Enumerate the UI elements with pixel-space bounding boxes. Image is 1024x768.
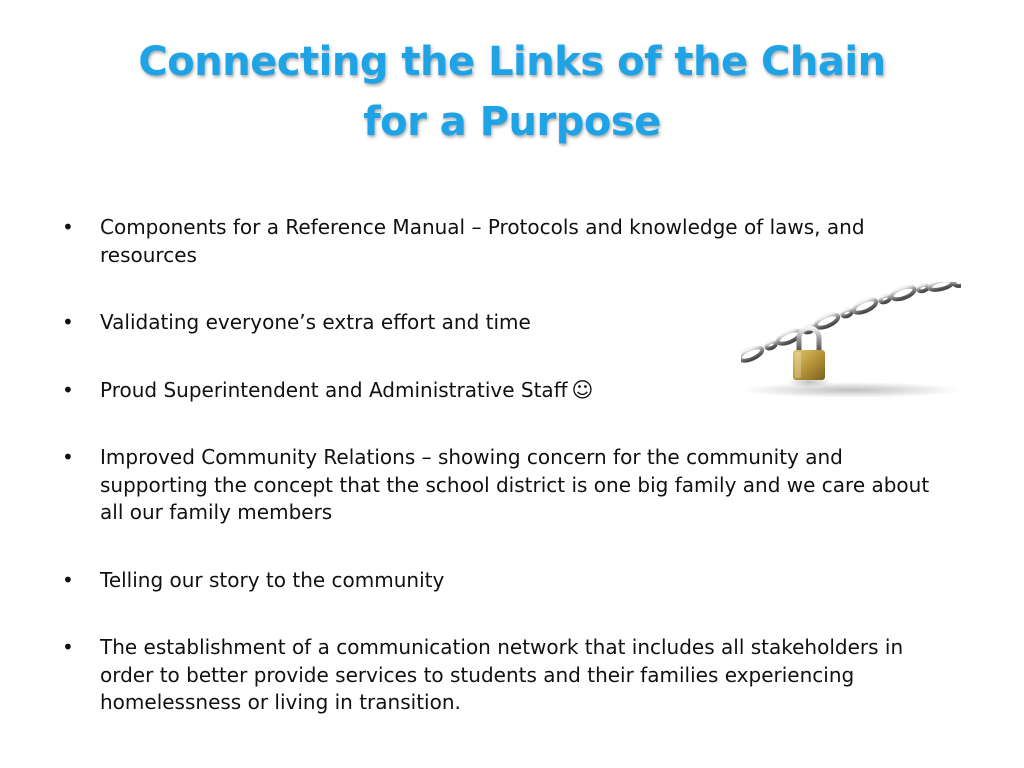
bullet-text: Components for a Reference Manual – Protocols and knowledge of laws, and resources xyxy=(100,215,865,267)
bullet-item-reference-manual xyxy=(60,214,950,269)
bullet-text: The establishment of a communication network that includes all stakeholders in order to better provide services to students and their families experiencing homelessness or living in transition. xyxy=(100,635,904,714)
title-line-1: Connecting the Links of the Chain xyxy=(138,39,886,85)
bullet-item-community-relations xyxy=(60,444,950,527)
bullet-text-wrapper xyxy=(100,377,720,405)
bullet-item-communication-network xyxy=(60,634,950,717)
bullet-text: Improved Community Relations – showing concern for the community and supporting the concept that the school district is one big family and we care about all our family members xyxy=(100,445,930,524)
bullet-dot: • xyxy=(62,567,74,592)
bullet-dot: • xyxy=(62,310,74,334)
bullet-text: Proud Superintendent and Administrative Staff xyxy=(100,377,568,402)
bullet-dot: • xyxy=(62,635,74,659)
bullet-item-telling-story xyxy=(60,567,950,595)
bullet-text: Validating everyone’s extra effort and time xyxy=(100,310,531,334)
bullet-dot: • xyxy=(62,215,74,239)
chain-with-padlock-icon xyxy=(741,282,961,402)
title-line-2: for a Purpose xyxy=(363,99,661,145)
bullet-dot: • xyxy=(62,377,74,402)
bullet-dot: • xyxy=(62,445,74,469)
smiley-icon: ☺ xyxy=(571,377,594,402)
slide-title xyxy=(60,32,964,152)
bullet-text: Telling our story to the community xyxy=(100,567,445,592)
